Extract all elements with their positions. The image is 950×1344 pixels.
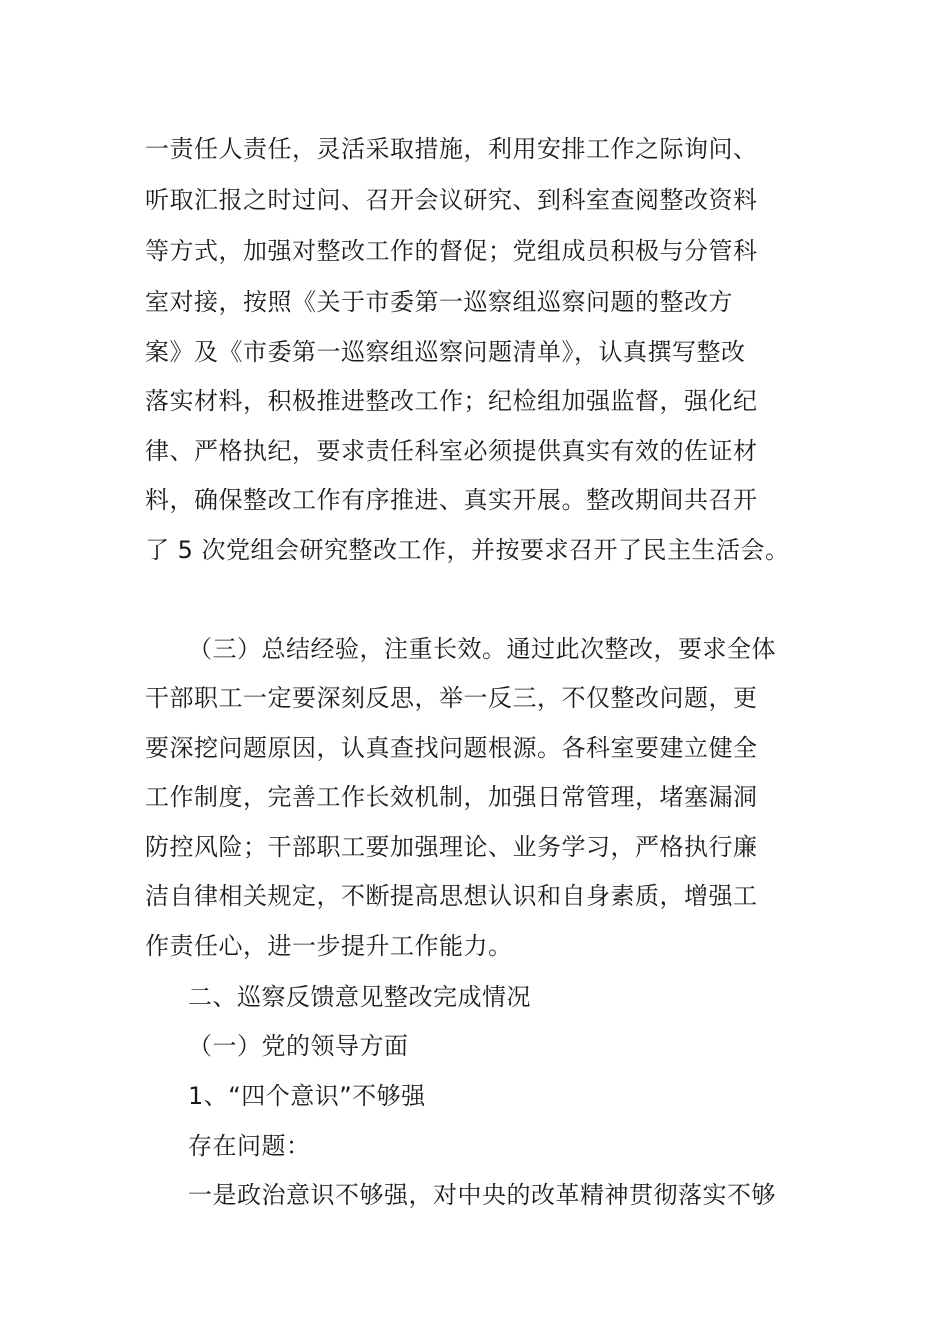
- paragraph-line: 等方式，加强对整改工作的督促；党组成员积极与分管科: [145, 237, 758, 265]
- paragraph-line: 听取汇报之时过问、召开会议研究、到科室查阅整改资料: [145, 186, 758, 214]
- paragraph-line: 料，确保整改工作有序推进、真实开展。整改期间共召开: [145, 486, 758, 514]
- paragraph-line: 案》及《市委第一巡察组巡察问题清单》，认真撰写整改: [145, 338, 746, 366]
- paragraph-line: 室对接，按照《关于市委第一巡察组巡察问题的整改方: [145, 288, 733, 316]
- paragraph-line: 律、严格执纪，要求责任科室必须提供真实有效的佐证材: [145, 437, 758, 465]
- item-heading: 1、“四个意识”不够强: [188, 1082, 426, 1110]
- subsection-heading: （一）党的领导方面: [188, 1032, 409, 1060]
- paragraph-line: 干部职工一定要深刻反思，举一反三，不仅整改问题，更: [145, 684, 758, 712]
- section-heading: 二、巡察反馈意见整改完成情况: [188, 983, 531, 1011]
- paragraph-line: 洁自律相关规定，不断提高思想认识和自身素质，增强工: [145, 882, 758, 910]
- paragraph-line: 防控风险；干部职工要加强理论、业务学习，严格执行廉: [145, 833, 758, 861]
- paragraph-line: 一是政治意识不够强，对中央的改革精神贯彻落实不够: [188, 1181, 776, 1209]
- paragraph-line: 了 5 次党组会研究整改工作，并按要求召开了民主生活会。: [145, 536, 790, 564]
- paragraph-line: 作责任心，进一步提升工作能力。: [145, 932, 513, 960]
- paragraph-line: 工作制度，完善工作长效机制，加强日常管理，堵塞漏洞: [145, 783, 758, 811]
- paragraph-line: 落实材料，积极推进整改工作；纪检组加强监督，强化纪: [145, 387, 758, 415]
- paragraph-line: 一责任人责任，灵活采取措施，利用安排工作之际询问、: [145, 135, 758, 163]
- problem-label: 存在问题：: [188, 1132, 311, 1160]
- paragraph-line: 要深挖问题原因，认真查找问题根源。各科室要建立健全: [145, 734, 758, 762]
- paragraph-line: （三）总结经验，注重长效。通过此次整改，要求全体: [188, 635, 776, 663]
